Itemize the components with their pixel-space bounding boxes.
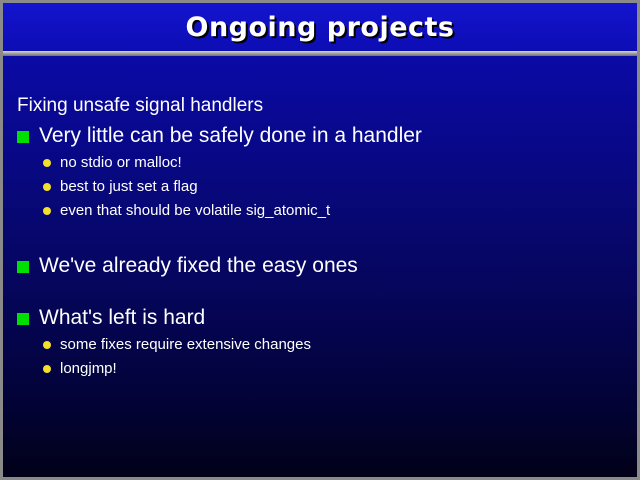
bullet-level2-item — [15, 359, 621, 379]
round-bullet-icon — [43, 159, 51, 167]
bullet-level1-item — [15, 253, 621, 279]
bullet-level1-item — [15, 123, 621, 149]
square-bullet-icon — [17, 131, 29, 143]
bullet-level1-item — [15, 305, 621, 331]
round-bullet-icon — [43, 207, 51, 215]
bullet-level2-item — [15, 201, 621, 221]
round-bullet-icon — [43, 341, 51, 349]
bullet-text: some fixes require extensive changes — [60, 336, 311, 353]
bullet-level2-item — [15, 335, 621, 355]
content-lead-line: Fixing unsafe signal handlers — [17, 95, 264, 116]
bullet-text: What's left is hard — [39, 306, 206, 329]
slide-content — [3, 75, 637, 477]
page-title: Ongoing projects — [185, 11, 455, 43]
bullet-level2-item — [15, 177, 621, 197]
bullet-text: no stdio or malloc! — [60, 154, 182, 171]
spacer — [15, 225, 621, 247]
bullet-level2-item — [15, 153, 621, 173]
slide-title-bar — [3, 3, 637, 51]
bullet-text: We've already fixed the easy ones — [39, 254, 358, 277]
square-bullet-icon — [17, 313, 29, 325]
round-bullet-icon — [43, 183, 51, 191]
square-bullet-icon — [17, 261, 29, 273]
bullet-text: best to just set a flag — [60, 178, 198, 195]
bullet-text: Very little can be safely done in a handler — [39, 124, 422, 147]
bullet-text: longjmp! — [60, 360, 117, 377]
round-bullet-icon — [43, 365, 51, 373]
title-divider — [3, 51, 637, 56]
bullet-text: even that should be volatile sig_atomic_t — [60, 202, 331, 219]
spacer — [15, 281, 621, 299]
